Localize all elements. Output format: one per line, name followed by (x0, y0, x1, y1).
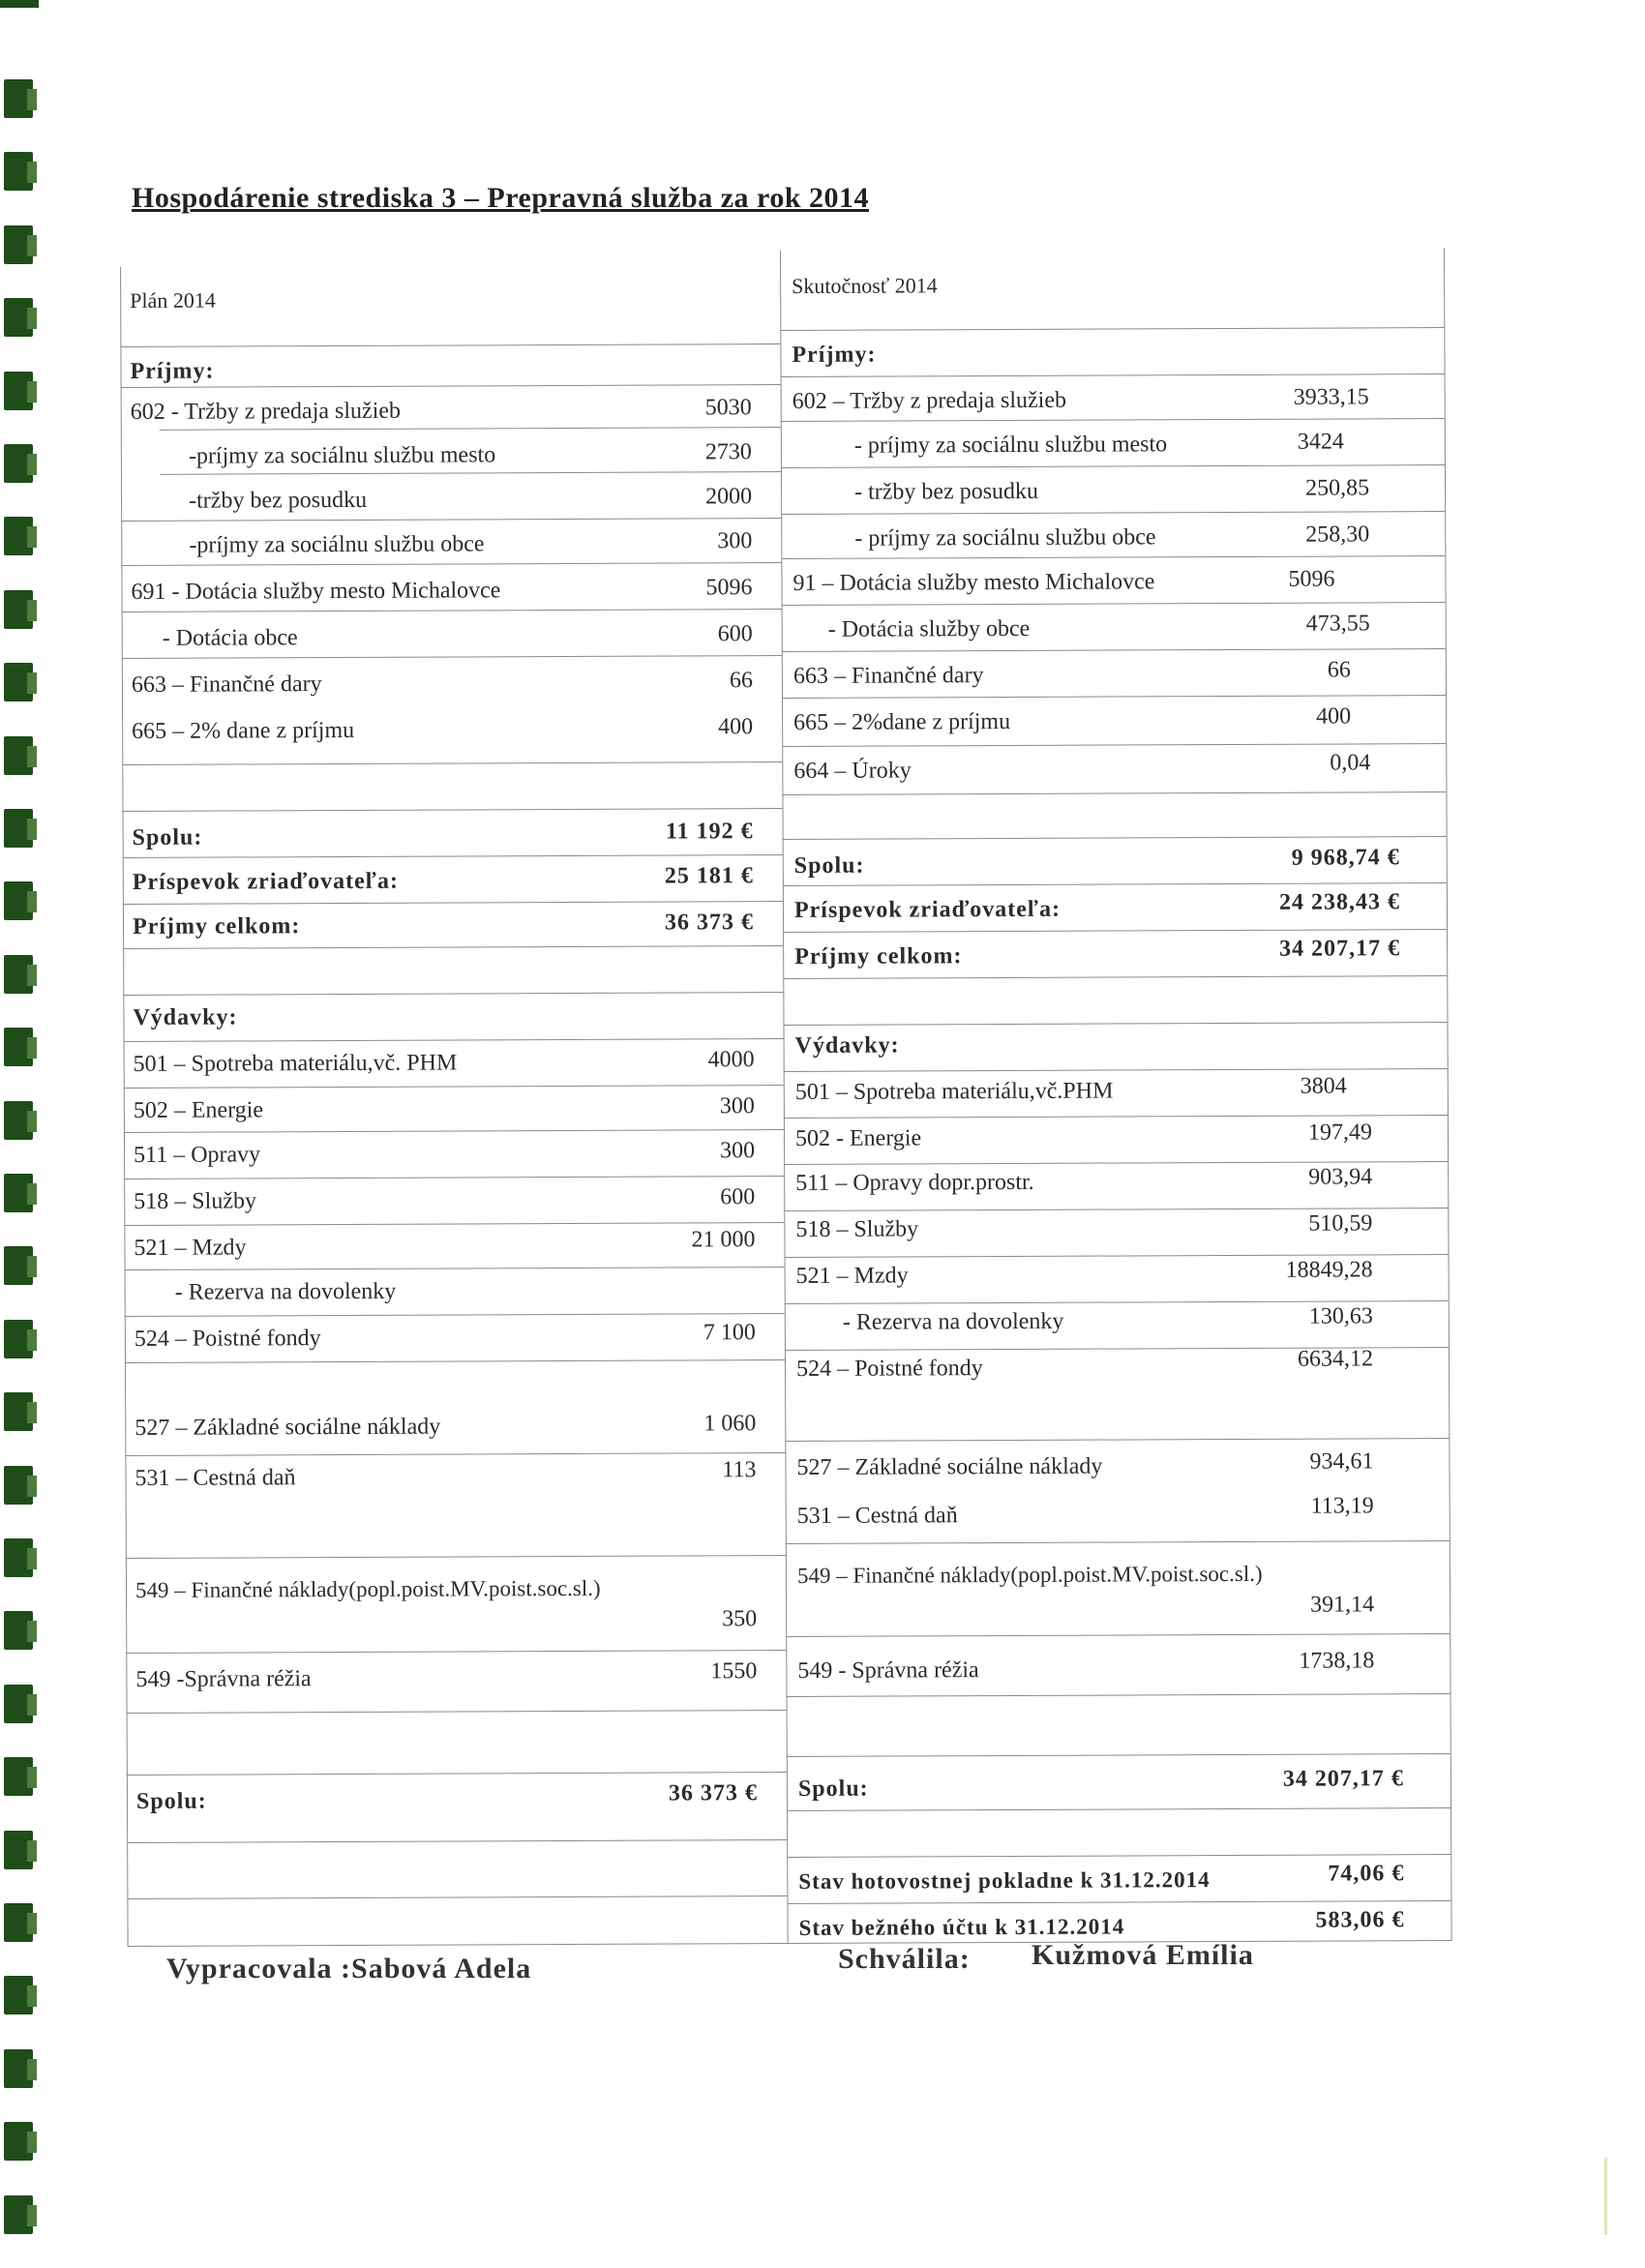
left-income-value: 66 (729, 668, 753, 694)
right-financial-costs-label: 549 – Finančné náklady(popl.poist.MV.poist.soc.sl.) (796, 1561, 1263, 1588)
right-expense-label: 511 – Opravy dopr.prostr. (795, 1169, 1034, 1196)
right-income-label: - príjmy za sociálnu službu mesto (853, 432, 1168, 459)
left-income-value: 5030 (704, 395, 752, 421)
right-prispevok-value: 24 238,43 € (1278, 889, 1400, 915)
right-income-value: 0,04 (1330, 750, 1371, 776)
right-expense-value: 197,49 (1307, 1119, 1373, 1146)
left-row-line (127, 1895, 787, 1899)
right-admin-overhead-value: 1738,18 (1299, 1648, 1375, 1674)
right-row-line (787, 1854, 1451, 1858)
right-row-line (782, 791, 1446, 795)
right-row-line (781, 464, 1445, 468)
right-row-line (783, 882, 1447, 886)
current-account-balance-label: Stav bežného účtu k 31.12.2014 (798, 1914, 1125, 1940)
approved-by-label: Schválila: (838, 1943, 971, 1975)
right-row-line (784, 1115, 1448, 1119)
approved-by-name: Kužmová Emília (1032, 1939, 1254, 1971)
binding-ring (4, 1903, 33, 1942)
binding-ring (4, 1392, 33, 1431)
right-row-line (786, 1633, 1450, 1637)
left-total-label: Spolu: (135, 1788, 207, 1814)
binding-ring (4, 298, 33, 337)
left-expense-value: 600 (720, 1184, 756, 1210)
right-row-line (781, 511, 1445, 515)
right-expense-value: 934,61 (1309, 1448, 1374, 1475)
right-financial-costs-value: 391,14 (1310, 1592, 1375, 1618)
left-prijmy-celkom-value: 36 373 € (664, 910, 755, 936)
right-row-line (781, 373, 1445, 377)
binding-ring (4, 1757, 33, 1796)
binding-ring (4, 590, 33, 629)
left-prispevok-value: 25 181 € (664, 863, 754, 889)
right-row-line (783, 836, 1447, 840)
right-expense-label: 531 – Cestná daň (796, 1503, 958, 1529)
left-income-label: 665 – 2% dane z príjmu (132, 717, 355, 744)
left-expense-value: 1 060 (703, 1411, 757, 1437)
left-spolu-label: Spolu: (132, 824, 203, 850)
left-expense-value: 7 100 (703, 1320, 756, 1346)
right-row-line (785, 1438, 1449, 1442)
left-row-line (124, 1038, 784, 1042)
right-income-label: 602 – Tržby z predaja služieb (792, 387, 1067, 414)
right-income-value: 250,85 (1305, 475, 1370, 501)
left-income-value: 2000 (705, 484, 753, 510)
left-row-line (123, 992, 783, 996)
left-total-value: 36 373 € (668, 1780, 759, 1806)
right-income-value: 5096 (1288, 566, 1335, 592)
left-prispevok-label: Príspevok zriaďovateľa: (132, 868, 400, 895)
left-row-line (127, 1710, 787, 1714)
prepared-by: Vypracovala :Sabová Adela (166, 1953, 532, 1984)
right-total-value: 34 207,17 € (1282, 1766, 1404, 1792)
left-row-line (128, 1943, 788, 1947)
spiral-binding (0, 0, 39, 2268)
binding-ring (4, 152, 33, 191)
left-column-header: Plán 2014 (130, 287, 216, 313)
right-row-line (780, 327, 1444, 331)
binding-ring (4, 372, 33, 410)
left-income-label: 663 – Finančné dary (131, 671, 322, 698)
left-expense-label: 511 – Opravy (134, 1142, 261, 1168)
right-row-line (782, 648, 1446, 652)
right-income-heading: Príjmy: (792, 342, 877, 368)
right-row-line (787, 1807, 1451, 1811)
left-row-line (123, 808, 783, 812)
left-income-value: 300 (717, 528, 753, 554)
left-row-line (125, 1313, 785, 1317)
left-income-heading: Príjmy: (130, 358, 215, 384)
right-row-line (784, 1068, 1448, 1072)
left-expense-heading: Výdavky: (133, 1004, 238, 1030)
right-income-value: 3933,15 (1293, 384, 1369, 410)
table-left-border (120, 267, 129, 1947)
left-spolu-value: 11 192 € (665, 819, 754, 845)
right-prijmy-celkom-label: Príjmy celkom: (794, 943, 963, 970)
right-income-value: 258,30 (1305, 522, 1370, 548)
binding-ring (4, 2195, 33, 2234)
left-expense-label: 501 – Spotreba materiálu,vč. PHM (133, 1050, 458, 1077)
right-expense-value: 903,94 (1308, 1164, 1373, 1190)
left-income-label: -príjmy za sociálnu službu mesto (188, 442, 496, 469)
cash-register-balance-label: Stav hotovostnej pokladne k 31.12.2014 (798, 1867, 1211, 1894)
table-column-divider (780, 251, 789, 1944)
left-expense-label: 521 – Mzdy (134, 1235, 247, 1261)
left-expense-value: 21 000 (691, 1227, 756, 1253)
right-expense-label: 518 – Služby (795, 1216, 919, 1242)
left-row-line (125, 1452, 785, 1456)
right-income-label: 663 – Finančné dary (793, 663, 984, 689)
left-income-value: 5096 (705, 575, 753, 601)
left-income-value: 400 (718, 714, 754, 740)
left-row-line (123, 901, 783, 905)
right-expense-value: 6634,12 (1297, 1346, 1374, 1372)
right-row-line (783, 929, 1447, 933)
left-admin-overhead-value: 1550 (710, 1658, 758, 1685)
right-admin-overhead-label: 549 - Správna réžia (797, 1657, 979, 1684)
binding-ring (4, 1466, 33, 1505)
left-row-line (124, 1222, 784, 1226)
right-income-label: 664 – Úroky (793, 758, 912, 784)
binding-ring (4, 2122, 33, 2161)
left-prijmy-celkom-label: Príjmy celkom: (132, 913, 301, 940)
right-expense-value: 113,19 (1310, 1493, 1374, 1519)
right-row-line (781, 555, 1445, 559)
right-prijmy-celkom-value: 34 207,17 € (1279, 936, 1401, 962)
table-right-border (1444, 248, 1452, 1941)
binding-ring (4, 881, 33, 920)
binding-ring (4, 955, 33, 994)
left-income-label: 602 - Tržby z predaja služieb (130, 398, 402, 425)
left-expense-label: 502 – Energie (133, 1097, 264, 1123)
left-expense-label: 524 – Poistné fondy (134, 1326, 321, 1352)
left-row-line (123, 854, 783, 858)
binding-ring (4, 1685, 33, 1723)
right-row-line (783, 1022, 1447, 1026)
left-expense-label: - Rezerva na dovolenky (174, 1278, 397, 1305)
right-expense-label: 524 – Poistné fondy (795, 1356, 983, 1382)
right-income-label: - Dotácia služby obce (827, 615, 1031, 642)
right-row-line (783, 975, 1447, 979)
left-row-line (124, 1085, 784, 1089)
cash-register-balance-value: 74,06 € (1328, 1861, 1405, 1887)
left-expense-label: 531 – Cestná daň (135, 1465, 296, 1491)
budget-table (120, 248, 1459, 1947)
right-expense-label: 502 - Energie (794, 1125, 922, 1151)
left-row-line (121, 518, 781, 522)
left-income-label: 691 - Dotácia služby mesto Michalovce (131, 578, 501, 605)
left-row-line (120, 343, 780, 347)
left-row-line (160, 427, 781, 431)
right-income-value: 66 (1327, 657, 1351, 683)
binding-ring (4, 444, 33, 483)
right-spolu-label: Spolu: (793, 852, 865, 879)
document-title: Hospodárenie strediska 3 – Prepravná služba za rok 2014 (132, 182, 870, 214)
right-income-label: 665 – 2%dane z príjmu (793, 708, 1011, 735)
binding-ring (4, 1320, 33, 1358)
right-prispevok-label: Príspevok zriaďovateľa: (793, 896, 1062, 923)
left-income-value: 600 (717, 621, 753, 647)
left-row-line (121, 384, 781, 388)
right-expense-value: 18849,28 (1285, 1257, 1373, 1283)
right-spolu-value: 9 968,74 € (1291, 845, 1400, 871)
left-income-label: -príjmy za sociálnu službu obce (189, 531, 485, 558)
right-row-line (787, 1753, 1451, 1757)
left-row-line (127, 1772, 787, 1776)
current-account-balance-value: 583,06 € (1315, 1907, 1405, 1933)
right-income-value: 473,55 (1305, 611, 1370, 637)
edge-mark (1604, 2158, 1607, 2235)
binding-ring (4, 225, 33, 264)
left-admin-overhead-label: 549 -Správna réžia (135, 1666, 312, 1692)
binding-ring (4, 1028, 33, 1066)
right-expense-label: 527 – Základné sociálne náklady (796, 1453, 1103, 1480)
left-row-line (160, 471, 781, 475)
left-income-label: - Dotácia obce (162, 625, 298, 651)
right-total-label: Spolu: (797, 1776, 869, 1802)
left-financial-costs-value: 350 (722, 1606, 758, 1632)
left-row-line (126, 1650, 786, 1654)
right-row-line (782, 602, 1446, 606)
binding-ring (4, 1976, 33, 2014)
left-expense-label: 527 – Základné sociálne náklady (135, 1414, 441, 1441)
left-row-line (121, 562, 781, 566)
left-row-line (124, 1176, 784, 1179)
left-row-line (125, 1359, 785, 1363)
right-expense-label: - Rezerva na dovolenky (842, 1308, 1064, 1335)
binding-ring (4, 1831, 33, 1869)
left-expense-label: 518 – Služby (134, 1188, 257, 1214)
left-expense-value: 4000 (707, 1047, 755, 1073)
left-row-line (123, 945, 783, 949)
left-row-line (122, 761, 782, 765)
right-row-line (782, 743, 1446, 747)
left-expense-value: 113 (722, 1457, 757, 1483)
binding-ring (4, 517, 33, 555)
binding-ring (4, 1174, 33, 1212)
binding-ring (4, 2049, 33, 2088)
left-income-value: 2730 (704, 439, 752, 465)
right-income-label: - príjmy za sociálnu službu obce (854, 524, 1156, 552)
right-expense-value: 130,63 (1308, 1303, 1373, 1329)
right-row-line (782, 695, 1446, 699)
binding-ring (4, 663, 33, 701)
right-row-line (786, 1540, 1450, 1544)
right-row-line (787, 1900, 1451, 1904)
right-expense-heading: Výdavky: (794, 1032, 900, 1059)
right-income-value: 3424 (1297, 429, 1344, 455)
right-income-label: - tržby bez posudku (854, 478, 1039, 505)
left-expense-value: 300 (719, 1138, 756, 1164)
left-row-line (122, 609, 782, 612)
right-row-line (787, 1693, 1451, 1697)
binding-ring (4, 1611, 33, 1650)
left-row-line (122, 655, 782, 659)
left-income-label: -tržby bez posudku (189, 487, 368, 514)
left-row-line (124, 1129, 784, 1133)
left-row-line (125, 1267, 785, 1270)
left-row-line (126, 1555, 786, 1559)
right-row-line (781, 418, 1445, 422)
left-expense-value: 300 (719, 1093, 755, 1119)
binding-ring (4, 79, 33, 118)
right-expense-label: 521 – Mzdy (795, 1263, 909, 1289)
binding-ring (4, 1101, 33, 1140)
right-income-label: 91 – Dotácia služby mesto Michalovce (793, 569, 1155, 596)
binding-ring (4, 1538, 33, 1577)
binding-ring (4, 1246, 33, 1285)
binding-ring (4, 809, 33, 848)
right-expense-label: 501 – Spotreba materiálu,vč.PHM (794, 1078, 1114, 1105)
binding-ring (4, 736, 33, 775)
right-income-value: 400 (1316, 703, 1352, 730)
right-column-header: Skutočnosť 2014 (792, 273, 938, 298)
right-expense-value: 510,59 (1308, 1210, 1373, 1237)
left-row-line (127, 1839, 787, 1843)
left-financial-costs-label: 549 – Finančné náklady(popl.poist.MV.poist.soc.sl.) (135, 1575, 601, 1602)
right-expense-value: 3804 (1300, 1073, 1347, 1099)
